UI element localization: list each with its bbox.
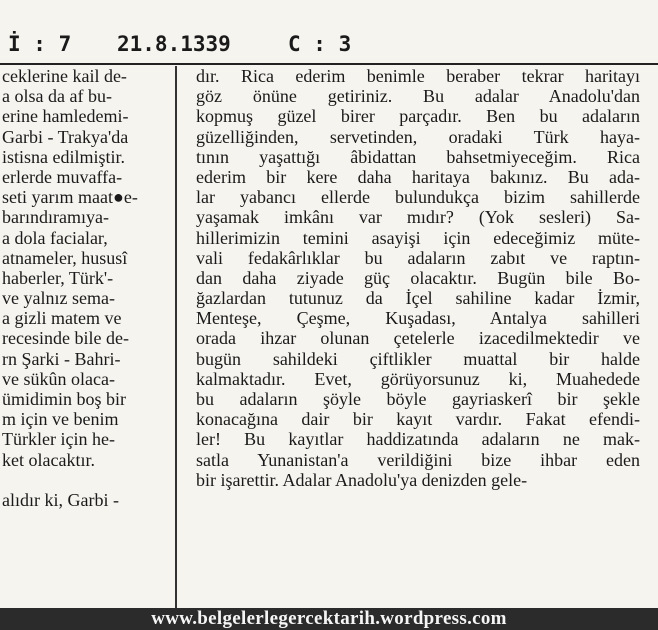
right-column-line: konacağına dair bir kayıt vardır. Fakat efendi-: [196, 409, 640, 430]
column-divider: [175, 66, 177, 610]
left-column-line: ceklerine kail de-: [2, 66, 127, 86]
left-column-line: seti yarım maat●e-: [2, 187, 138, 208]
header-rule: [0, 63, 658, 65]
issue-number: İ : 7: [8, 32, 72, 56]
right-column-line: ederim bir kere daha haritaya bakınız. Bu ada-: [196, 166, 640, 187]
left-column-line: recesinde bile de-: [2, 328, 129, 349]
right-column-line: hillerimizin temini asayişi için edeceğimiz müte-: [196, 227, 640, 248]
session-date: 21.8.1339: [117, 32, 231, 56]
left-column-line: [0, 470, 170, 490]
left-column-line: haberler, Türk'-: [2, 267, 114, 288]
right-column-line: kopmuş güzel birer parçadır. Ben bu adaların: [196, 106, 640, 127]
left-column-line: erlerde muvaffa-: [2, 166, 123, 187]
left-column-line: ümidimin boş bir: [2, 389, 127, 409]
left-column-line: ve sükûn olaca-: [2, 368, 115, 389]
left-column-line: istisna edilmiştir.: [2, 146, 126, 167]
right-column-line: vali fedakârlıklar bu adaların zabıt ve raptın-: [196, 247, 640, 268]
right-column-line: satla Yunanistan'a verildiğini bize ihbar eden: [196, 449, 640, 470]
right-column-line: tının yaşattığı âbidattan bahsetmiyeceğim. Rica: [196, 146, 640, 167]
left-column-line: ve yalnız sema-: [2, 288, 115, 309]
left-column-line: a dola facialar,: [2, 227, 108, 248]
left-column-line: Türkler için he-: [2, 429, 115, 450]
right-column-line: göz önüne getiriniz. Bu adalar Anadolu'dan: [196, 86, 640, 107]
left-column-line: erine hamledemi-: [2, 106, 129, 127]
right-column-line: bu adaların şöyle böyle gayriaskerî bir şekle: [196, 389, 640, 409]
left-column-line: alıdır ki, Garbi -: [2, 489, 119, 510]
left-column-line: ket olacaktır.: [2, 449, 95, 470]
right-text-column: [196, 66, 640, 490]
right-column-line: bugün sahildeki çiftlikler muattal bir halde: [196, 348, 640, 369]
right-column-line: dan daha ziyade güç olacaktır. Bugün bile Bo-: [196, 267, 640, 288]
right-column-line: dır. Rica ederim benimle beraber tekrar haritayı: [196, 66, 640, 86]
right-column-line: güzelliğinden, servetinden, oradaki Türk haya-: [196, 126, 640, 147]
left-column-line: barındıramıya-: [2, 207, 109, 228]
left-column-line: atnameler, hususî: [2, 247, 128, 268]
left-column-line: a olsa da af bu-: [2, 86, 112, 107]
page-header: [0, 30, 658, 60]
left-column-line: m için ve benim: [2, 409, 119, 430]
right-column-line: ler! Bu kayıtlar haddizatında adaların ne mak-: [196, 429, 640, 450]
left-column-line: Garbi - Trakya'da: [2, 126, 129, 147]
right-column-line: orada ihzar olunan çetelerle izacedilmektedir ve: [196, 328, 640, 349]
right-column-line: lar yabancı ellerde bulundukça bizim sahillerde: [196, 187, 640, 208]
right-column-line: Menteşe, Çeşme, Kuşadası, Antalya sahilleri: [196, 308, 640, 329]
footer-watermark: www.belgelerlegercektarih.wordpress.com: [0, 608, 658, 630]
right-column-line: yaşamak imkânı var mıdır? (Yok sesleri) Sa-: [196, 207, 640, 228]
column-number: C : 3: [288, 32, 352, 56]
left-text-column: [0, 66, 170, 510]
right-column-line: kalmaktadır. Evet, görüyorsunuz ki, Muahedede: [196, 368, 640, 389]
right-column-line: ğazlardan tutunuz da İçel sahiline kadar İzmir,: [196, 288, 640, 309]
right-column-line: bir işarettir. Adalar Anadolu'ya denizden gele-: [196, 469, 528, 490]
left-column-line: rn Şarki - Bahri-: [2, 348, 121, 369]
left-column-line: a gizli matem ve: [2, 308, 122, 329]
